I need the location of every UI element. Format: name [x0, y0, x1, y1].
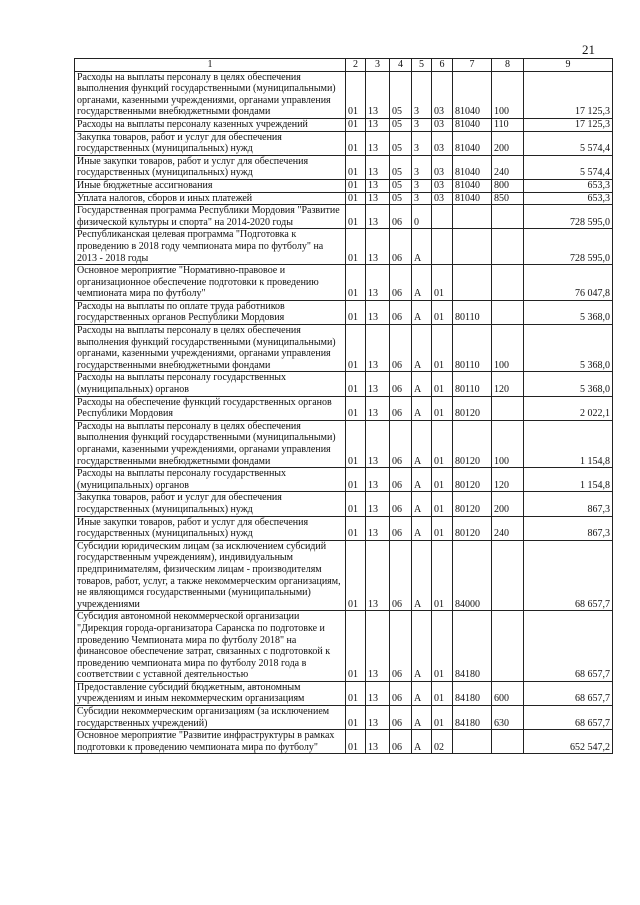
subprogram-code-cell: А	[412, 681, 432, 705]
subprogram-code-cell: 3	[412, 118, 432, 131]
section-code-cell: 01	[346, 118, 366, 131]
expense-type-code-cell	[492, 229, 524, 265]
subprogram-code-cell: А	[412, 730, 432, 754]
subsection-code-cell: 13	[366, 706, 390, 730]
direction-code-cell: 81040	[453, 179, 492, 192]
program-code-cell: 06	[390, 540, 412, 611]
amount-cell: 867,3	[524, 492, 613, 516]
row-name-cell: Расходы на выплаты персоналу государственных (муниципальных) органов	[75, 372, 346, 396]
direction-code-cell: 80120	[453, 396, 492, 420]
row-name-cell: Расходы на выплаты персоналу государственных (муниципальных) органов	[75, 468, 346, 492]
program-code-cell: 05	[390, 71, 412, 118]
program-code-cell: 06	[390, 681, 412, 705]
subsection-code-cell: 13	[366, 730, 390, 754]
table-row	[75, 155, 613, 179]
section-code-cell: 01	[346, 300, 366, 324]
section-code-cell: 01	[346, 325, 366, 372]
table-row	[75, 420, 613, 467]
header-row	[75, 59, 613, 72]
subsection-code-cell: 13	[366, 396, 390, 420]
section-code-cell: 01	[346, 611, 366, 682]
activity-code-cell: 01	[432, 300, 453, 324]
expense-type-code-cell	[492, 730, 524, 754]
section-code-cell: 01	[346, 516, 366, 540]
row-name-cell: Предоставление субсидий бюджетным, автономным учреждениям и иным некоммерческим организациям	[75, 681, 346, 705]
column-header: 3	[366, 59, 390, 72]
row-name-cell: Закупка товаров, работ и услуг для обеспечения государственных (муниципальных) нужд	[75, 492, 346, 516]
expense-type-code-cell: 100	[492, 325, 524, 372]
section-code-cell: 01	[346, 155, 366, 179]
program-code-cell: 06	[390, 205, 412, 229]
direction-code-cell	[453, 265, 492, 301]
activity-code-cell: 03	[432, 131, 453, 155]
subsection-code-cell: 13	[366, 229, 390, 265]
subsection-code-cell: 13	[366, 155, 390, 179]
amount-cell: 2 022,1	[524, 396, 613, 420]
row-name-cell: Субсидия автономной некоммерческой организации "Дирекция города-организатора Саранска по подготовке и проведению Чемпионата мира по футболу 2018" на финансовое обеспечение затрат, связанных с подготовкой к проведению чемпионата мира по футболу 2018 года в соответствии с уставной деятельностью	[75, 611, 346, 682]
column-header: 2	[346, 59, 366, 72]
direction-code-cell: 80120	[453, 468, 492, 492]
program-code-cell: 05	[390, 179, 412, 192]
program-code-cell: 06	[390, 300, 412, 324]
expense-type-code-cell: 110	[492, 118, 524, 131]
row-name-cell: Государственная программа Республики Мордовия "Развитие физической культуры и спорта" на 2014-2020 годы	[75, 205, 346, 229]
row-name-cell: Основное мероприятие "Развитие инфраструктуры в рамках подготовки к проведению чемпионата мира по футболу"	[75, 730, 346, 754]
expense-type-code-cell: 850	[492, 192, 524, 205]
expense-type-code-cell: 240	[492, 516, 524, 540]
program-code-cell: 05	[390, 118, 412, 131]
table-row	[75, 492, 613, 516]
program-code-cell: 06	[390, 492, 412, 516]
row-name-cell: Субсидии некоммерческим организациям (за исключением государственных учреждений)	[75, 706, 346, 730]
section-code-cell: 01	[346, 730, 366, 754]
amount-cell: 5 368,0	[524, 372, 613, 396]
section-code-cell: 01	[346, 396, 366, 420]
activity-code-cell: 01	[432, 372, 453, 396]
column-header: 7	[453, 59, 492, 72]
row-name-cell: Расходы на выплаты персоналу в целях обеспечения выполнения функций государственными (муниципальными) органами, казенными учреждениями, органами управления государственными внебюджетными фондами	[75, 420, 346, 467]
row-name-cell: Иные бюджетные ассигнования	[75, 179, 346, 192]
table-row	[75, 681, 613, 705]
subprogram-code-cell: А	[412, 540, 432, 611]
direction-code-cell	[453, 229, 492, 265]
table-row	[75, 706, 613, 730]
amount-cell: 5 574,4	[524, 155, 613, 179]
subsection-code-cell: 13	[366, 118, 390, 131]
subprogram-code-cell: 3	[412, 131, 432, 155]
subsection-code-cell: 13	[366, 516, 390, 540]
row-name-cell: Расходы на выплаты по оплате труда работников государственных органов Республики Мордовия	[75, 300, 346, 324]
subprogram-code-cell: 0	[412, 205, 432, 229]
section-code-cell: 01	[346, 420, 366, 467]
table-row	[75, 325, 613, 372]
row-name-cell: Иные закупки товаров, работ и услуг для обеспечения государственных (муниципальных) нужд	[75, 155, 346, 179]
amount-cell: 5 574,4	[524, 131, 613, 155]
program-code-cell: 06	[390, 372, 412, 396]
subprogram-code-cell: А	[412, 516, 432, 540]
activity-code-cell: 01	[432, 540, 453, 611]
table-row	[75, 71, 613, 118]
expense-type-code-cell: 800	[492, 179, 524, 192]
amount-cell: 17 125,3	[524, 118, 613, 131]
page-number: 21	[582, 42, 595, 57]
amount-cell: 1 154,8	[524, 420, 613, 467]
section-code-cell: 01	[346, 179, 366, 192]
direction-code-cell: 84180	[453, 706, 492, 730]
section-code-cell: 01	[346, 192, 366, 205]
section-code-cell: 01	[346, 492, 366, 516]
direction-code-cell: 81040	[453, 192, 492, 205]
activity-code-cell: 03	[432, 192, 453, 205]
table-row	[75, 229, 613, 265]
activity-code-cell: 01	[432, 325, 453, 372]
section-code-cell: 01	[346, 229, 366, 265]
amount-cell: 728 595,0	[524, 229, 613, 265]
amount-cell: 68 657,7	[524, 681, 613, 705]
expense-type-code-cell	[492, 205, 524, 229]
amount-cell: 653,3	[524, 192, 613, 205]
row-name-cell: Иные закупки товаров, работ и услуг для обеспечения государственных (муниципальных) нужд	[75, 516, 346, 540]
subprogram-code-cell: А	[412, 611, 432, 682]
subprogram-code-cell: А	[412, 706, 432, 730]
expense-type-code-cell: 100	[492, 420, 524, 467]
amount-cell: 653,3	[524, 179, 613, 192]
section-code-cell: 01	[346, 706, 366, 730]
column-header: 8	[492, 59, 524, 72]
table-row	[75, 372, 613, 396]
table-row	[75, 265, 613, 301]
section-code-cell: 01	[346, 540, 366, 611]
row-name-cell: Республиканская целевая программа "Подготовка к проведению в 2018 году чемпионата мира по футболу" на 2013 - 2018 годы	[75, 229, 346, 265]
expense-type-code-cell	[492, 396, 524, 420]
program-code-cell: 06	[390, 265, 412, 301]
program-code-cell: 06	[390, 396, 412, 420]
table-row	[75, 611, 613, 682]
direction-code-cell: 81040	[453, 71, 492, 118]
subprogram-code-cell: А	[412, 396, 432, 420]
section-code-cell: 01	[346, 71, 366, 118]
activity-code-cell	[432, 205, 453, 229]
subsection-code-cell: 13	[366, 325, 390, 372]
subprogram-code-cell: А	[412, 265, 432, 301]
amount-cell: 68 657,7	[524, 540, 613, 611]
row-name-cell: Основное мероприятие "Нормативно-правовое и организационное обеспечение подготовки к проведению чемпионата мира по футболу"	[75, 265, 346, 301]
expense-type-code-cell: 120	[492, 468, 524, 492]
activity-code-cell: 03	[432, 155, 453, 179]
expense-type-code-cell: 630	[492, 706, 524, 730]
activity-code-cell: 03	[432, 118, 453, 131]
program-code-cell: 05	[390, 192, 412, 205]
section-code-cell: 01	[346, 468, 366, 492]
activity-code-cell	[432, 229, 453, 265]
section-code-cell: 01	[346, 681, 366, 705]
expense-type-code-cell	[492, 265, 524, 301]
direction-code-cell: 80110	[453, 300, 492, 324]
row-name-cell: Расходы на выплаты персоналу в целях обеспечения выполнения функций государственными (муниципальными) органами, казенными учреждениями, органами управления государственными внебюджетными фондами	[75, 325, 346, 372]
program-code-cell: 06	[390, 468, 412, 492]
subprogram-code-cell: А	[412, 229, 432, 265]
row-name-cell: Субсидии юридическим лицам (за исключением субсидий государственным учреждениям), индивидуальным предпринимателям, физическим лицам - производителям товаров, работ, услуг, а также некоммерческим организациям, не являющимся государственными (муниципальными) учреждениями	[75, 540, 346, 611]
subprogram-code-cell: А	[412, 420, 432, 467]
subsection-code-cell: 13	[366, 540, 390, 611]
table-row	[75, 396, 613, 420]
subprogram-code-cell: А	[412, 325, 432, 372]
subsection-code-cell: 13	[366, 420, 390, 467]
column-header: 6	[432, 59, 453, 72]
row-name-cell: Закупка товаров, работ и услуг для обеспечения государственных (муниципальных) нужд	[75, 131, 346, 155]
section-code-cell: 01	[346, 131, 366, 155]
table-row	[75, 468, 613, 492]
activity-code-cell: 01	[432, 611, 453, 682]
direction-code-cell: 81040	[453, 131, 492, 155]
expense-type-code-cell	[492, 540, 524, 611]
subprogram-code-cell: 3	[412, 155, 432, 179]
budget-table	[74, 58, 613, 754]
amount-cell: 5 368,0	[524, 300, 613, 324]
direction-code-cell: 84000	[453, 540, 492, 611]
program-code-cell: 06	[390, 325, 412, 372]
subprogram-code-cell: 3	[412, 71, 432, 118]
expense-type-code-cell: 100	[492, 71, 524, 118]
activity-code-cell: 01	[432, 396, 453, 420]
program-code-cell: 06	[390, 611, 412, 682]
direction-code-cell: 80120	[453, 492, 492, 516]
direction-code-cell: 81040	[453, 155, 492, 179]
program-code-cell: 06	[390, 229, 412, 265]
subprogram-code-cell: А	[412, 372, 432, 396]
column-header: 1	[75, 59, 346, 72]
section-code-cell: 01	[346, 372, 366, 396]
subsection-code-cell: 13	[366, 300, 390, 324]
amount-cell: 728 595,0	[524, 205, 613, 229]
program-code-cell: 06	[390, 516, 412, 540]
subprogram-code-cell: 3	[412, 192, 432, 205]
direction-code-cell	[453, 730, 492, 754]
program-code-cell: 05	[390, 155, 412, 179]
expense-type-code-cell: 120	[492, 372, 524, 396]
amount-cell: 68 657,7	[524, 611, 613, 682]
table-row	[75, 730, 613, 754]
subprogram-code-cell: 3	[412, 179, 432, 192]
expense-type-code-cell: 200	[492, 492, 524, 516]
activity-code-cell: 03	[432, 71, 453, 118]
program-code-cell: 06	[390, 730, 412, 754]
subsection-code-cell: 13	[366, 179, 390, 192]
table-row	[75, 131, 613, 155]
expense-type-code-cell	[492, 611, 524, 682]
activity-code-cell: 01	[432, 706, 453, 730]
subsection-code-cell: 13	[366, 71, 390, 118]
expense-type-code-cell	[492, 300, 524, 324]
amount-cell: 76 047,8	[524, 265, 613, 301]
activity-code-cell: 01	[432, 492, 453, 516]
subsection-code-cell: 13	[366, 265, 390, 301]
subsection-code-cell: 13	[366, 205, 390, 229]
subsection-code-cell: 13	[366, 192, 390, 205]
row-name-cell: Расходы на выплаты персоналу казенных учреждений	[75, 118, 346, 131]
activity-code-cell: 01	[432, 516, 453, 540]
expense-type-code-cell: 200	[492, 131, 524, 155]
column-header: 4	[390, 59, 412, 72]
subprogram-code-cell: А	[412, 492, 432, 516]
subsection-code-cell: 13	[366, 468, 390, 492]
row-name-cell: Уплата налогов, сборов и иных платежей	[75, 192, 346, 205]
activity-code-cell: 03	[432, 179, 453, 192]
amount-cell: 68 657,7	[524, 706, 613, 730]
row-name-cell: Расходы на обеспечение функций государственных органов Республики Мордовия	[75, 396, 346, 420]
activity-code-cell: 01	[432, 468, 453, 492]
amount-cell: 652 547,2	[524, 730, 613, 754]
activity-code-cell: 01	[432, 681, 453, 705]
direction-code-cell: 81040	[453, 118, 492, 131]
expense-type-code-cell: 240	[492, 155, 524, 179]
direction-code-cell: 84180	[453, 681, 492, 705]
subprogram-code-cell: А	[412, 468, 432, 492]
direction-code-cell: 80120	[453, 420, 492, 467]
program-code-cell: 05	[390, 131, 412, 155]
amount-cell: 1 154,8	[524, 468, 613, 492]
column-header: 5	[412, 59, 432, 72]
table-row	[75, 540, 613, 611]
table-row	[75, 205, 613, 229]
table-row	[75, 516, 613, 540]
row-name-cell: Расходы на выплаты персоналу в целях обеспечения выполнения функций государственными (муниципальными) органами, казенными учреждениями, органами управления государственными внебюджетными фондами	[75, 71, 346, 118]
amount-cell: 5 368,0	[524, 325, 613, 372]
subsection-code-cell: 13	[366, 372, 390, 396]
direction-code-cell: 80110	[453, 325, 492, 372]
program-code-cell: 06	[390, 420, 412, 467]
activity-code-cell: 01	[432, 265, 453, 301]
amount-cell: 17 125,3	[524, 71, 613, 118]
table-row	[75, 179, 613, 192]
subsection-code-cell: 13	[366, 492, 390, 516]
activity-code-cell: 02	[432, 730, 453, 754]
direction-code-cell: 80120	[453, 516, 492, 540]
section-code-cell: 01	[346, 205, 366, 229]
subsection-code-cell: 13	[366, 131, 390, 155]
table-row	[75, 300, 613, 324]
subprogram-code-cell: А	[412, 300, 432, 324]
direction-code-cell: 84180	[453, 611, 492, 682]
subsection-code-cell: 13	[366, 681, 390, 705]
section-code-cell: 01	[346, 265, 366, 301]
column-header: 9	[524, 59, 613, 72]
activity-code-cell: 01	[432, 420, 453, 467]
amount-cell: 867,3	[524, 516, 613, 540]
expense-type-code-cell: 600	[492, 681, 524, 705]
program-code-cell: 06	[390, 706, 412, 730]
direction-code-cell: 80110	[453, 372, 492, 396]
direction-code-cell	[453, 205, 492, 229]
table-row	[75, 118, 613, 131]
table-row	[75, 192, 613, 205]
subsection-code-cell: 13	[366, 611, 390, 682]
